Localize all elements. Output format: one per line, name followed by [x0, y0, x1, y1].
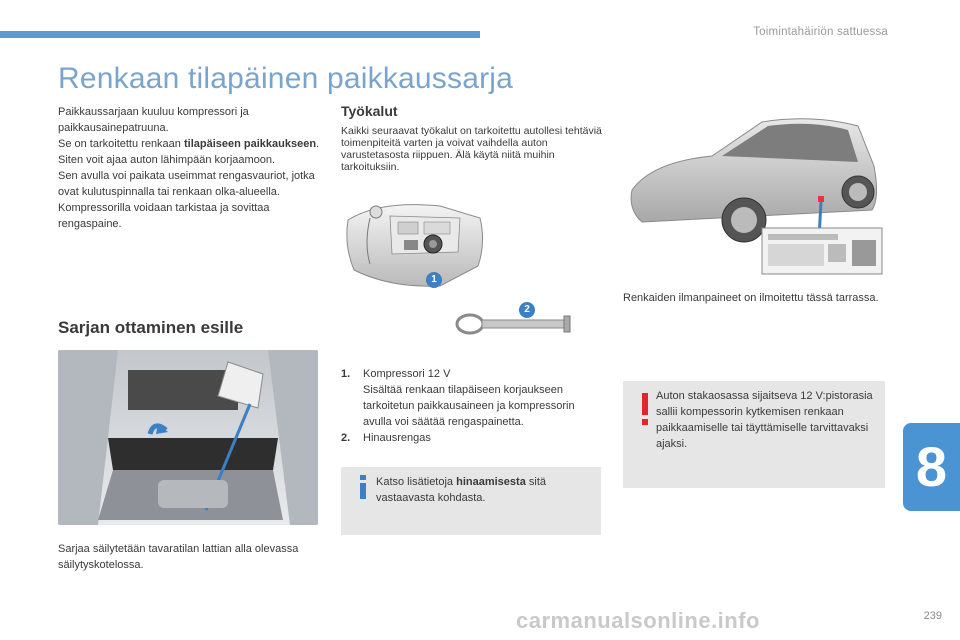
intro-text-span: Se on tarkoitettu renkaan: [58, 138, 184, 150]
info-text-span: sitä vastaavasta kohdasta.: [376, 476, 546, 504]
info-text-span: Katso lisätietoja: [376, 476, 457, 488]
intro-line: [58, 136, 323, 152]
info-bold-link-text: hinaamisesta: [456, 476, 526, 488]
warning-box: [623, 381, 885, 488]
callout-badge-1: 1: [426, 272, 442, 288]
list-item: [341, 430, 603, 446]
warning-text: Auton stakaosassa sijaitseva 12 V:pistorasia sallii kompessorin kytkemisen renkaan paikkaamiselle tai täyttämiselle tarvittavaksi ajaksi.: [656, 390, 873, 450]
page-title: Renkaan tilapäinen paikkaussarja: [58, 62, 514, 95]
item-number: 2.: [341, 432, 351, 444]
header-accent-bar: [0, 31, 480, 38]
list-item: [341, 366, 603, 430]
intro-line: Kompressorilla voidaan tarkistaa ja sovittaa rengaspaine.: [58, 202, 270, 230]
tools-description: Kaikki seuraavat työkalut on tarkoitettu autollesi tehtäviä toimenpiteitä varten ja voivat vaihdella auton varustetasosta riippuen. Älä käytä niitä muihin tarkoituksiin.: [341, 125, 602, 173]
exclamation-icon: [639, 391, 651, 427]
watermark: carmanualsonline.info: [516, 608, 760, 633]
item-number: 1.: [341, 368, 351, 380]
intro-bold: tilapäiseen paikkaukseen: [183, 138, 317, 150]
trunk-caption: Sarjaa säilytetään tavaratilan lattian alla olevassa säilytyskotelossa.: [58, 543, 299, 571]
compressor-kit-illustration: [340, 188, 490, 308]
page-number: 239: [923, 610, 942, 622]
intro-line: Sen avulla voi paikata useimmat rengasvauriot, jotka ovat kulutuspinnalla tai renkaan olka-alueella.: [58, 170, 315, 198]
tools-list: [341, 366, 603, 446]
info-box: [341, 467, 601, 535]
intro-line: Siten voit ajaa auton lähimpään korjaamoon.: [58, 154, 276, 166]
car-tyre-label-illustration: [622, 110, 884, 285]
info-text: [376, 474, 591, 506]
tools-heading: Työkalut: [341, 103, 398, 119]
intro-text: [58, 104, 323, 232]
chapter-tab: [903, 423, 960, 511]
chapter-number: 8: [915, 435, 948, 498]
item-title: Kompressori 12 V: [363, 368, 451, 380]
item-description: Sisältää renkaan tilapäiseen korjaukseen tarkoitetun paikkausaineen ja kompressorin avulla voi säätää rengaspainetta.: [363, 384, 575, 428]
info-icon: [355, 473, 371, 501]
callout-badge-2: 2: [519, 302, 535, 318]
removal-heading: Sarjan ottaminen esille: [58, 318, 244, 337]
intro-text-span: .: [316, 138, 320, 150]
section-title: Toimintahäiriön sattuessa: [753, 26, 888, 38]
intro-line: Paikkaussarjaan kuuluu kompressori ja paikkausainepatruuna.: [58, 106, 249, 134]
item-title: Hinausrengas: [363, 432, 431, 444]
car-label-caption: Renkaiden ilmanpaineet on ilmoitettu tässä tarrassa.: [623, 292, 879, 304]
towing-eye-illustration: [440, 298, 580, 342]
trunk-storage-photo: [58, 350, 318, 525]
